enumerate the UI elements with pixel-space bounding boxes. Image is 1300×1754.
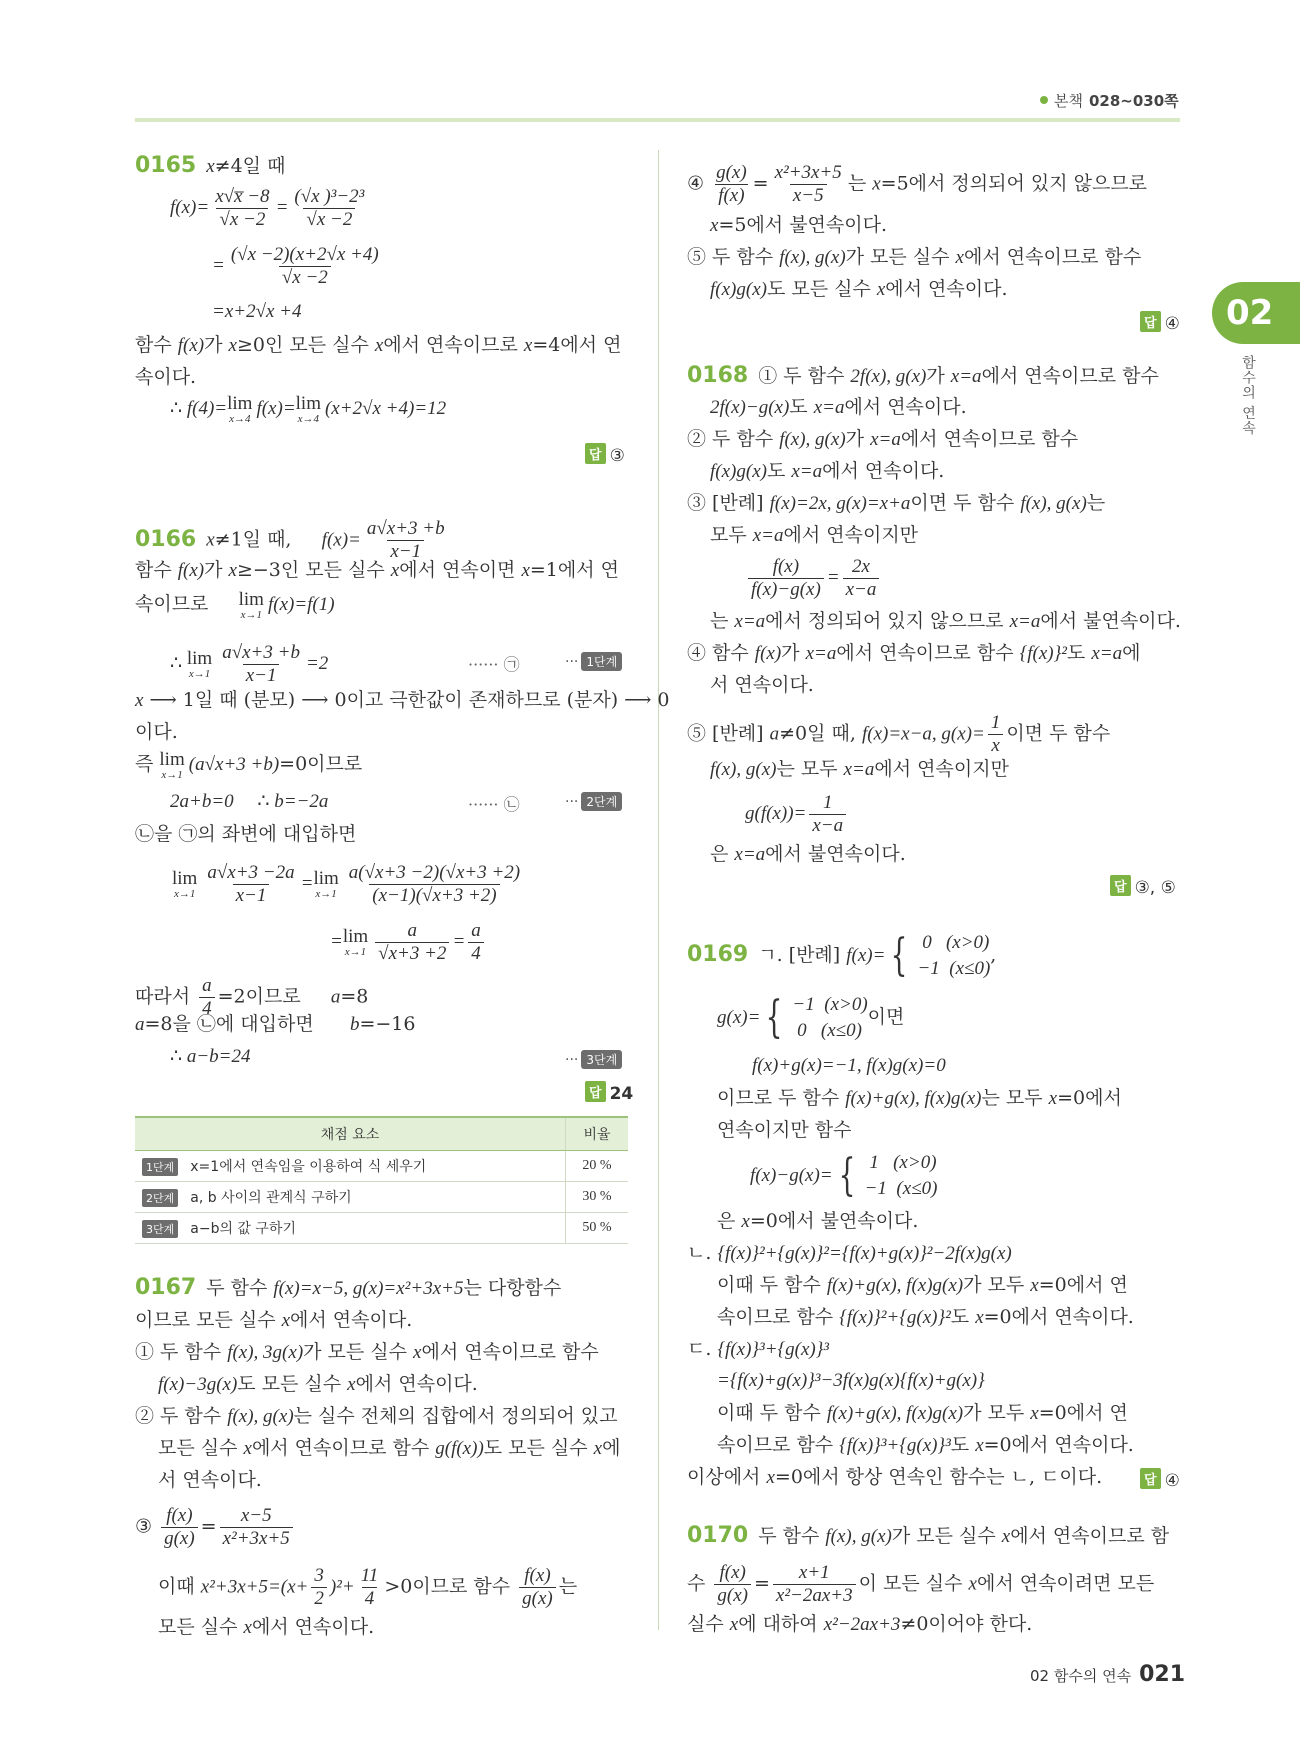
text-0169-a: 이므로 두 함수 f(x)+g(x), f(x)g(x)는 모두 x=0에서: [717, 1087, 1122, 1109]
text-0167-b: ① 두 함수 f(x), 3g(x)가 모든 실수 x에서 연속이므로 함수: [135, 1341, 599, 1363]
text-0167-d: ② 두 함수 f(x), g(x)는 실수 전체의 집합에서 정의되어 있고: [135, 1405, 618, 1427]
text-0168-i: ⑤ [반례] a≠0일 때, f(x)=x−a, g(x)= $\frac{1}{x}$ 이면 두 함수: [687, 712, 1111, 756]
text-0169-b: 연속이지만 함수: [717, 1119, 852, 1141]
eq-0166-1: ∴ lim x→1 $\frac{a√x+3 +b}{x-1}$ =2: [170, 642, 329, 686]
problem-number: 0167: [135, 1275, 197, 1300]
eq-0166-2: 2a+b=0 ∴ b=−2a: [170, 791, 329, 812]
eq-0166-3: lim x→1 $\frac{a√x+3 -2a}{x-1}$ = lim x→1 $\frac{a(√x+3 -2)(√x+3 +2)}{(x-1)(√x+3 +2)}$: [172, 862, 521, 906]
answer-0167: 답 ④: [1140, 311, 1180, 334]
text-0166-g: 따라서 $\frac{a}{4}$ =2이므로 a=8: [135, 975, 369, 1019]
step-1-label: ··· 1단계: [565, 652, 622, 671]
text-0167-l: ⑤ 두 함수 f(x), g(x)가 모든 실수 x에서 연속이므로 함수: [687, 246, 1142, 268]
column-divider: [658, 150, 659, 1630]
step-3-label: ··· 3단계: [565, 1050, 622, 1069]
eq-0165-line3: =x+2√x +4: [212, 301, 302, 322]
table-header-ratio: 비율: [566, 1117, 629, 1151]
text-0169-c: 은 x=0에서 불연속이다.: [717, 1210, 919, 1232]
text-0168-b: ② 두 함수 f(x), g(x)가 x=a에서 연속이므로 함수: [687, 428, 1079, 450]
text-0166-f: ㉡을 ㉠의 좌변에 대입하면: [135, 823, 357, 845]
eq-0168-2: g(f(x))= $\frac{1}{x-a}$: [745, 792, 849, 837]
chapter-tab[interactable]: 02: [1212, 282, 1300, 344]
table-row: 2단계 a, b 사이의 관계식 구하기 30 %: [135, 1182, 628, 1213]
problem-0169-heading: 0169 ㄱ. [반례] f(x)= { 0 (x>0) −1 (x≤0) ,: [687, 930, 997, 981]
eq-0166-5: ∴ a−b=24: [170, 1046, 251, 1067]
table-row: 3단계 a−b의 값 구하기 50 %: [135, 1213, 628, 1244]
answer-0166: 답 24: [585, 1081, 633, 1104]
text-0165-b: 속이다.: [135, 366, 197, 388]
text-0169-e: 이때 두 함수 f(x)+g(x), f(x)g(x)가 모두 x=0에서 연: [717, 1274, 1128, 1296]
problem-0167-heading: 0167 두 함수 f(x)=x−5, g(x)=x²+3x+5는 다항함수: [135, 1275, 562, 1300]
problem-0165-heading: 0165 x≠4일 때: [135, 153, 286, 178]
eq-0165-line2: = $\frac{(√x -2)(x+2√x +4)}{√x -2}$: [212, 244, 379, 288]
mark-circle-1: ······ ㉠: [468, 655, 520, 674]
eq-0168-1: $\frac{f(x)}{f(x)-g(x)}$ = $\frac{2x}{x-a}$: [745, 556, 882, 601]
text-0169-d: ㄴ. {f(x)}²+{g(x)}²={f(x)+g(x)}²−2f(x)g(x): [687, 1242, 1012, 1264]
text-0170-b: 실수 x에 대하여 x²−2ax+3≠0이어야 한다.: [687, 1613, 1033, 1635]
text-0166-a: 함수 f(x)가 x≥−3인 모든 실수 x에서 연속이면 x=1에서 연: [135, 559, 620, 581]
text-0168-d: ③ [반례] f(x)=2x, g(x)=x+a이면 두 함수 f(x), g(x)는: [687, 492, 1106, 514]
text-0166-b: 속이므로 lim x→1 f(x)=f(1): [135, 589, 335, 621]
text-0166-e: 즉 lim x→1 (a√x+3 +b)=0이므로: [135, 749, 363, 781]
text-0167-e: 모든 실수 x에서 연속이므로 함수 g(f(x))도 모든 실수 x에: [158, 1437, 621, 1459]
text-0168-e: 모두 x=a에서 연속이지만: [710, 524, 919, 546]
text-0166-d: 이다.: [135, 721, 178, 743]
page-range: 028~030쪽: [1088, 92, 1179, 110]
text-0167-m: f(x)g(x)도 모든 실수 x에서 연속이다.: [710, 278, 1008, 300]
problem-0166-heading: 0166 x≠1일 때, f(x)= $\frac{a√x+3 +b}{x-1}$: [135, 518, 445, 562]
eq-0169-1: f(x)+g(x)=−1, f(x)g(x)=0: [752, 1055, 946, 1076]
eq-0169-2: f(x)−g(x)= { 1 (x>0) −1 (x≤0): [750, 1150, 938, 1201]
text-0168-a: 2f(x)−g(x)도 x=a에서 연속이다.: [710, 396, 967, 418]
page-header: [1040, 90, 1179, 111]
page-footer: [1030, 1662, 1185, 1687]
problem-0168-heading: 0168 ① 두 함수 2f(x), g(x)가 x=a에서 연속이므로 함수: [687, 363, 1159, 388]
text-0167-a: 이므로 모든 실수 x에서 연속이다.: [135, 1309, 413, 1331]
text-0169-j: 이상에서 x=0에서 항상 연속인 함수는 ㄴ, ㄷ이다.: [687, 1466, 1103, 1488]
eq-0166-4: = lim x→1 $\frac{a}{√x+3 +2}$ = $\frac{a}{4}$: [330, 920, 487, 965]
mark-circle-2: ······ ㉡: [468, 795, 520, 814]
step-2-label: ··· 2단계: [565, 792, 622, 811]
answer-0169: 답 ④: [1140, 1468, 1180, 1491]
text-0167-j: ④ $\frac{g(x)}{f(x)}$ = $\frac{\text{x²+3x+5}}{x-5}$ 는 x=5에서 정의되어 있지 않으므로: [687, 162, 1148, 206]
text-0167-i: 모든 실수 x에서 연속이다.: [158, 1616, 375, 1638]
text-0170-a: 수 $\frac{f(x)}{g(x)}$ = $\frac{x+1}{\text{x²−2ax+3}}$ 이 모든 실수 x에서 연속이려면 모든: [687, 1562, 1155, 1606]
text-0165-a: 함수 f(x)가 x≥0인 모든 실수 x에서 연속이므로 x=4에서 연: [135, 334, 622, 356]
text-0169-h: 이때 두 함수 f(x)+g(x), f(x)g(x)가 모두 x=0에서 연: [717, 1402, 1128, 1424]
text-0167-k: x=5에서 불연속이다.: [710, 214, 888, 236]
problem-0170-heading: 0170 두 함수 f(x), g(x)가 모든 실수 x에서 연속이므로 함: [687, 1523, 1170, 1548]
answer-0168: 답 ③, ⑤: [1110, 875, 1176, 898]
grading-table: [135, 1116, 628, 1244]
eq-0169-3: ={f(x)+g(x)}³−3f(x)g(x){f(x)+g(x)}: [717, 1370, 985, 1391]
book-label: 본책: [1054, 92, 1083, 110]
eq-0165-line1: f(x)= $\frac{x√x̅ -8}{√x -2}$ = $\frac{\text{(√x )³−2³}}{√x -2}$: [170, 186, 365, 230]
footer-chapter: 02 함수의 연속: [1030, 1667, 1132, 1685]
text-0166-h: a=8을 ㉡에 대입하면 b=−16: [135, 1013, 416, 1035]
text-0168-k: 은 x=a에서 불연속이다.: [710, 843, 906, 865]
answer-0165: 답 ③: [585, 443, 625, 466]
problem-number: 0169: [687, 942, 749, 967]
text-0167-g: ③ $\frac{f(x)}{g(x)}$ = $\frac{x-5}{\text{x²+3x+5}}$: [135, 1505, 296, 1550]
text-0168-c: f(x)g(x)도 x=a에서 연속이다.: [710, 460, 945, 482]
text-0166-c: x ⟶ 1일 때 (분모) ⟶ 0이고 극한값이 존재하므로 (분자) ⟶ 0: [135, 689, 670, 711]
problem-number: 0166: [135, 526, 197, 552]
table-row: 1단계 x=1에서 연속임을 이용하여 식 세우기 20 %: [135, 1151, 628, 1182]
text-0168-f: 는 x=a에서 정의되어 있지 않으므로 x=a에서 불연속이다.: [710, 610, 1181, 632]
eq-0165-result: ∴ f(4)= lim x→4 f(x)= lim x→4 (x+2√x +4)=12: [170, 393, 447, 425]
text-0168-h: 서 연속이다.: [710, 674, 814, 696]
text-0167-c: f(x)−3g(x)도 모든 실수 x에서 연속이다.: [158, 1373, 478, 1395]
text-0167-h: 이때 x²+3x+5=(x+ $\frac{3}{2}$ )²+ $\frac{11}{4}$ >0이므로 함수 $\frac{f(x)}{g(x)}$ 는: [158, 1565, 578, 1609]
text-0169-f: 속이므로 함수 {f(x)}²+{g(x)}²도 x=0에서 연속이다.: [717, 1306, 1134, 1328]
page-number: 021: [1139, 1662, 1186, 1687]
problem-number: 0168: [687, 363, 749, 388]
text-0168-g: ④ 함수 f(x)가 x=a에서 연속이므로 함수 {f(x)}²도 x=a에: [687, 642, 1141, 664]
chapter-tab-title: 함수의 연속: [1240, 355, 1256, 436]
bullet-dot-icon: [1040, 96, 1048, 104]
text-0167-f: 서 연속이다.: [158, 1469, 262, 1491]
text-0169-i: 속이므로 함수 {f(x)}³+{g(x)}³도 x=0에서 연속이다.: [717, 1434, 1134, 1456]
header-divider: [135, 118, 1180, 122]
eq-0169-g: g(x)= { −1 (x>0) 0 (x≤0) 이면: [717, 992, 905, 1043]
text-0168-j: f(x), g(x)는 모두 x=a에서 연속이지만: [710, 758, 1009, 780]
table-header-element: 채점 요소: [135, 1117, 566, 1151]
problem-number: 0170: [687, 1523, 749, 1548]
text-0169-g: ㄷ. {f(x)}³+{g(x)}³: [687, 1338, 829, 1360]
problem-number: 0165: [135, 153, 197, 178]
